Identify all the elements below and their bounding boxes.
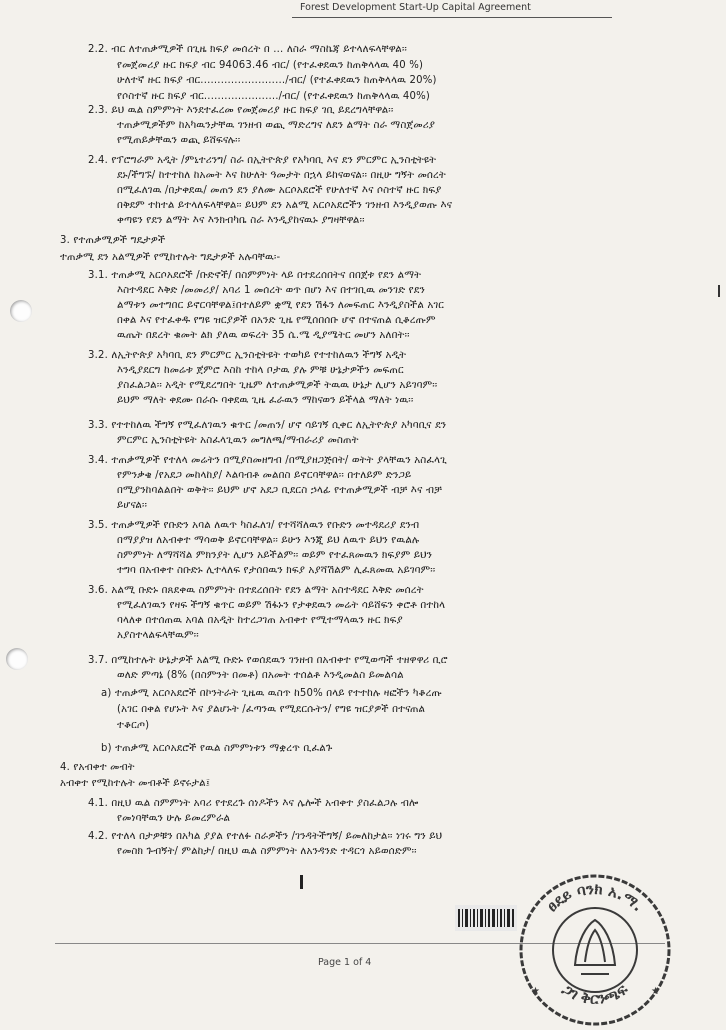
svg-text:★: ★	[651, 986, 660, 997]
text-line: ይሆናል፡፡	[117, 499, 148, 511]
punch-hole-bottom	[6, 648, 28, 670]
text-line: ይህም ማለት ቀደሙ በራሱ ባቀደዉ ጊዜ ፈራዉን ማከናወን ይችላል ማለት ነዉ፡፡	[117, 394, 414, 406]
text-line: ምርምር ኢንስቲትዩት አስፈላጊዉን መግለጫ/ማብራሪያ መስጠት	[117, 434, 359, 446]
text-line: እንዲያደርግ ከመሬቱ ጀምሮ እስከ ተከላ ቦታዉ ያሉ ምቹ ሁኔታዎችን መፍጠር	[117, 364, 404, 376]
text-line: ተቆርጦ)	[117, 719, 150, 731]
text-line: 2.4. የፕሮግራም አዲት /ምኒተሪንግ/ ስራ በኢትዮጵያ የአካባቢ እና ደን ምርምር ኢንስቲትዩት	[88, 154, 437, 166]
text-line: ተግባ በአብቀተ ስቡድኑ ሊተላለፍ የታሰበዉን ክፍያ አያሻሽልም ሊፈጸመዉ አይገባም፡፡	[117, 564, 436, 576]
text-line: ዉጤት በደረት ቁመት ልክ ያለዉ ወፍረት 35 ሴ.ሜ ዲያሜትር መሆን አለበት፡፡	[117, 329, 410, 341]
page-header: Forest Development Start-Up Capital Agreement	[300, 2, 531, 13]
text-line: 2.3. ይህ ዉል ስምምነት እንደተፈረመ የመጀመሪያ ዙር ክፍያ ገቢ ይደረግላቸዋል፡፡	[88, 104, 394, 116]
text-line: ሁለተኛ ዙር ክፍያ ብር........................./ብር/ (የተፈቀደዉን ከጠቅላላዉ 20%)	[117, 74, 437, 86]
stamp-emblem	[575, 920, 615, 974]
text-line: ባላለቀ በተሰጠዉ አባል በአዲት ከተረጋገጠ አብቀተ የሚተማላዉን ዙር ክፍያ	[117, 614, 403, 626]
text-line: ስምምነት ለማሻሻል ምክንያት ሊሆን አይችልም፡፡ ወይም የተፈጸመዉን ክፍያም ይህን	[117, 549, 433, 561]
text-line: የሚጠይቃቸዉን ወጪ ይሸፍናሉ፡፡	[117, 134, 241, 146]
text-line: በቀል እና የተፈቀዱ የግዩ ዝርያዎች በአንድ ጊዜ የሚሰበሰቡ ሆኖ በተናጠል ሲቆረጡም	[117, 314, 436, 326]
text-line: የመስክ ጉብኝት/ ምልከታ/ በዚህ ዉል ስምምነት ለአንዳንድ ተዳርጎ አይወሰድም፡፡	[117, 845, 417, 857]
text-line: 3.3. የተተከለዉ ችግኝ የሚፈለገዉን ቁጥር /መጠን/ ሆኖ ሳይገኝ ሲቀር ለኢትዮጵያ አካባቢና ደን	[88, 419, 447, 431]
text-line: በሚያንከባልልበት ወቅት፡፡ ይህም ሆኖ አደጋ ቢደርስ ኃላፊ የተጠቃሚዎች ብቻ እና ብቻ	[117, 484, 442, 496]
text-line: ወለድ ምጣኔ (8% (በስምንት በመቶ) በአመት ተሰልቶ እንዲመልስ ይመልሳል	[117, 669, 404, 681]
text-line: በቅደም ተከተል ይተላለፍላቸዋል፡፡ ይህም ደን አልሚ አርሶአደሮችን ገንዘብ እንዲያወጡ እና	[117, 199, 453, 211]
text-line: በሚፈለገዉ /በታቀደዉ/ መጠን ደን ያለሙ አርሶአደሮች የሁለተኛ እና ሶስተኛ ዙር ክፍያ	[117, 184, 442, 196]
bank-stamp	[515, 870, 675, 1030]
text-line: (አገር በቀል የሆኑት እና ያልሆኑት /ፈጣንዉ የሚደርሱትን/ የግዩ ዝርያዎች በተናጠል	[117, 703, 426, 715]
text-line: የሚፈለገዉን የዛፍ ችግኝ ቁጥር ወይም ሽፋኑን የታቀደዉን መሬት ሳይሸፍን ቀሮቶ በተከላ	[117, 599, 446, 611]
text-line: 3.6. አልሚ ቡድኑ በጸደቀዉ ስምምነት በተደረሰበት የደን ልማት አስተዳደር እቅድ መሰረት	[88, 584, 424, 596]
text-line: a) ተጠቃሚ አርሶአደሮች በኮንትራት ጊዜዉ ዉስጥ ከ50% በላይ የተተከሉ ዛፎችን ካቆረጡ	[101, 687, 442, 699]
text-line: b) ተጠቃሚ አርሶአደሮች የዉል ስምምነቱን ማቋረጥ ቢፈልጉ	[101, 742, 333, 754]
text-line: 3.4. ተጠቃሚዎች የተለላ መሬትን በሚያስመዘግብ /በሚያዘጋጅበት/ ወትት ያላቸዉን አስፈላጊ	[88, 454, 447, 466]
text-line: 4. የአብቀተ መብት	[60, 761, 135, 773]
text-line: አያስተላልፍላቸዉም፡፡	[117, 629, 199, 641]
punch-hole-top	[10, 300, 32, 322]
text-line: 3. የተጠቃሚዎች ግዴታዎች	[60, 234, 166, 246]
text-line: ተጠቃሚ ደን አልሚዎች የሚከተሉት ግዴታዎች አሉባቸዉ፡-	[60, 251, 281, 263]
text-line: ያስፈልጋል፡፡ አዲት የሚደረግበት ጊዜም ለተጠቃሚዎች ትዉዉ ሁኔታ ሊሆን አይገባም፡፡	[117, 379, 438, 391]
text-line: ደኑ/ችግኙ/ ከተተከለ ከአመት እና ከሁለት ዓመታት በኋላ ይከናወናል፡፡ በዚሁ ግኝት መሰረት	[117, 169, 446, 181]
text-line: ተጠቃሚዎችም ከአካዉንታቸዉ ገንዘብ ወጪ ማድረግና ለደን ልማት ስራ ማስጀመሪያ	[117, 119, 436, 131]
text-line: ቀጣዩን የደን ልማት እና እንክብካቤ ስራ እንዲያከናዉኑ ያግዛቸዋል፡፡	[117, 214, 365, 226]
text-line: የመጀመሪያ ዙር ክፍያ ብር 94063.46 ብር/ (የተፈቀደዉን ከጠቅላላዉ 40 %)	[117, 59, 424, 71]
margin-mark	[718, 285, 720, 297]
text-line: 3.7. በሚከተሉት ሁኔታዎች አልሚ ቡድኑ የወሰደዉን ገንዘብ በአብቀተ የሚወጣች ተዘዋዋሪ ቢሮ	[88, 654, 448, 666]
header-rule	[292, 17, 612, 18]
text-line: 4.1. በዚህ ዉል ስምምነት አባሪ የተደረጉ ሰነዶችን እና ሌሎች አብቀተ ያስፈልጋሉ ብሎ	[88, 797, 419, 809]
text-line: ልማቱን መተግበር ይኖርባቸዋል፤በተለይም ቋሚ የደን ሽፋን ለመፍጠር እንዲያስችል አገር	[117, 299, 445, 311]
text-line: 3.5. ተጠቃሚዎች የቡድን አባል ለዉጥ ካስፈለገ/ የተሻሻለዉን የቡድን መተዳደሪያ ደንብ	[88, 519, 420, 531]
text-line: የሶስተኛ ዙር ክፍያ ብር....................../ብር/ (የተፈቀደዉን ከጠቅላላዉ 40%)	[117, 90, 431, 102]
text-line: በማያያዝ ለአብቀተ ማሳወቅ ይኖርባቸዋል፡፡ ይሁን እንጂ ይህ ለዉጥ ይህን የዉልሉ	[117, 534, 420, 546]
page-number: Page 1 of 4	[318, 957, 372, 968]
text-line: አብቀተ የሚከተሉት መብቶች ይኖሩታል፤	[60, 777, 211, 789]
text-line: 2.2. ብር ለተጠቃሚዎች በጊዜ ክፍያ መሰረት በ ... ለስራ ማስኬጃ ይተላለፍላቸዋል፡፡	[88, 43, 408, 55]
stamp-bottom-text: ጋገ ቅርንጫፍ	[558, 980, 632, 1008]
stamp-top-text: ፀደይ ባንክ አ.ማ.	[543, 879, 648, 916]
text-line: እስተዳደር እቅድ /መመሪያ/ አባሪ 1 መሰረት ወጥ በሆነ እና በተገቢዉ መንገድ የደን	[117, 284, 425, 296]
text-line: የምንቃቄ /የአደጋ መከላከያ/ እልባብቶ መልበስ ይኖርባቸዋል፡፡ በተለይም ድንጋይ	[117, 469, 412, 481]
text-line: የመነባቸዉን ሁሉ ይመረምራል	[117, 812, 231, 824]
text-line: 3.2. ለኢትዮጵያ አካባቢ ደን ምርምር ኢንስቲትዩት ተወካይ የተተከለዉን ችግኝ አዲት	[88, 349, 407, 361]
text-line: 3.1. ተጠቃሚ አርሶአደሮች /ቡድኖች/ በስምምነት ላይ በተደረሰበትና በበጀቱ የደን ልማት	[88, 269, 422, 281]
ink-mark	[300, 875, 303, 889]
text-line: 4.2. የተለላ በታዎቹን በአካል ያያል የተለፉ ስራዎችን /ገንዳትችግኝ/ ይመለከታል፡፡ ነገሩ ግን ይህ	[88, 830, 443, 842]
barcode-sticker	[455, 905, 517, 931]
svg-text:★: ★	[531, 986, 540, 997]
